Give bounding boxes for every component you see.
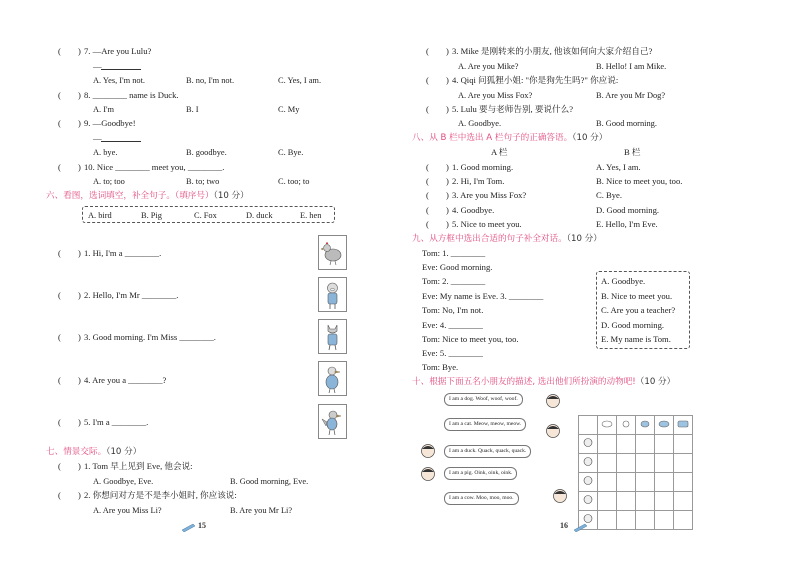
pig-icon (655, 418, 673, 429)
fill-sentence-4: 4. Are you a ________? (84, 375, 167, 385)
answer-paren: ( (426, 162, 429, 172)
grid-kid-cell (579, 454, 598, 473)
match-a-5: 5. Nice to meet you. (452, 219, 522, 229)
word-option: C. Fox (194, 211, 217, 220)
speech-bubble: I am a cat. Meow, meow, meow. (444, 418, 526, 431)
situation-question-2: 2. 你想问对方是不是李小姐时, 你应该说: (84, 490, 237, 500)
grid-cell[interactable] (636, 473, 655, 492)
answer-paren: ( (426, 176, 429, 186)
grid-cell[interactable] (617, 435, 636, 454)
answer-paren: ( (58, 90, 61, 100)
grid-cell[interactable] (598, 454, 617, 473)
grid-kid-cell (579, 492, 598, 511)
grid-cell[interactable] (617, 511, 636, 530)
answer-paren: ( (58, 46, 61, 56)
option-b: B. Good morning. (596, 119, 657, 128)
option-a: A. Are you Miss Li? (93, 506, 162, 515)
child-face-icon (420, 466, 436, 482)
grid-cell[interactable] (617, 492, 636, 511)
choice-option: B. Nice to meet you. (601, 291, 673, 301)
option-b: B. Are you Mr Dog? (596, 91, 666, 100)
answer-paren-close: ) (446, 190, 449, 200)
grid-cell[interactable] (636, 435, 655, 454)
option-a: A. I'm (93, 105, 115, 114)
question-3: 3. Mike 是刚转来的小朋友, 他该如何向大家介绍自己? (452, 46, 653, 56)
answer-paren-close: ) (446, 75, 449, 85)
match-b-b: B. Nice to meet you, too. (596, 176, 683, 186)
answer-paren-close: ) (78, 46, 81, 56)
question-5: 5. Lulu 要与老师告别, 要说什么? (452, 104, 574, 114)
cat-icon (617, 418, 635, 429)
section-title-text: 十、根据下面五名小朋友的描述, 选出他们所扮演的动物吧! (412, 377, 636, 387)
dialog-line-2: Eve: Good morning. (422, 262, 493, 272)
option-c: C. My (278, 105, 300, 114)
dialog-line-4: Eve: My name is Eve. 3. ________ (422, 291, 544, 301)
fox-icon (319, 320, 346, 353)
answer-paren: ( (426, 46, 429, 56)
match-a-2: 2. Hi, I'm Tom. (452, 176, 505, 186)
grid-cell[interactable] (655, 454, 674, 473)
option-a: A. Are you Miss Fox? (458, 91, 533, 100)
answer-paren: ( (58, 118, 61, 128)
answer-paren-close: ) (78, 248, 81, 258)
answer-paren-close: ) (446, 176, 449, 186)
option-b: B. I (186, 105, 199, 114)
dialog-line-3: Tom: 2. ________ (422, 276, 486, 286)
answer-paren: ( (58, 248, 61, 258)
grid-kid-cell (579, 473, 598, 492)
option-b: B. to; two (186, 177, 220, 186)
grid-corner-cell (579, 416, 598, 435)
question-7: 7. —Are you Lulu? (84, 46, 152, 56)
question-10: 10. Nice ________ meet you, ________. (84, 162, 225, 172)
grid-row (579, 435, 693, 454)
section-9-title (412, 234, 602, 245)
grid-cell[interactable] (636, 454, 655, 473)
grid-cell[interactable] (674, 454, 693, 473)
grid-cell[interactable] (636, 511, 655, 530)
grid-row (579, 473, 693, 492)
section-7-title (46, 447, 141, 458)
word-option: B. Pig (141, 211, 162, 220)
match-b-d: D. Good morning. (596, 205, 660, 215)
grid-row (579, 492, 693, 511)
duck-icon (319, 362, 346, 395)
choice-option: D. Good morning. (601, 320, 665, 330)
pig-picture (318, 277, 347, 312)
section-points: （10 分） (106, 447, 142, 457)
option-c: C. Yes, I am. (278, 76, 322, 85)
grid-cell[interactable] (598, 473, 617, 492)
section-title-text: 八、从 B 栏中选出 A 栏句子的正确答语。 (412, 133, 573, 143)
answer-paren-close: ) (446, 104, 449, 114)
answer-paren-close: ) (78, 375, 81, 385)
section-6-title (46, 191, 249, 202)
grid-cell[interactable] (598, 511, 617, 530)
child-face-icon (545, 393, 561, 409)
option-b: B. goodbye. (186, 148, 227, 157)
grid-row (579, 454, 693, 473)
answer-paren-close: ) (78, 90, 81, 100)
choice-option: E. My name is Tom. (601, 334, 671, 344)
section-10-title (412, 377, 675, 388)
option-c: C. Bye. (278, 148, 304, 157)
column-b-header: B 栏 (624, 147, 641, 157)
page-number: 15 (198, 521, 206, 530)
dog-icon (598, 418, 616, 429)
child-face-icon (579, 437, 597, 448)
section-points: （10 分） (213, 191, 249, 201)
grid-cell[interactable] (655, 435, 674, 454)
grid-cell[interactable] (655, 492, 674, 511)
grid-cell[interactable] (674, 511, 693, 530)
choice-option: C. Are you a teacher? (601, 305, 676, 315)
answer-paren-close: ) (78, 118, 81, 128)
answer-paren: ( (58, 290, 61, 300)
answer-paren: ( (426, 205, 429, 215)
answer-paren-close: ) (446, 219, 449, 229)
word-option: E. hen (300, 211, 322, 220)
section-points: （10 分） (635, 377, 676, 387)
dialog-dash: — (93, 61, 102, 71)
page-number: 16 (560, 521, 568, 530)
answer-grid (578, 415, 693, 530)
answer-blank[interactable] (101, 61, 141, 70)
answer-paren-close: ) (78, 162, 81, 172)
option-a: A. Goodbye. (458, 119, 502, 128)
bird-picture (318, 404, 347, 439)
grid-animal-cell (655, 416, 674, 435)
option-b: B. Hello! I am Mike. (596, 62, 667, 71)
question-8: 8. ________ name is Duck. (84, 90, 179, 100)
cow-icon (674, 418, 692, 429)
grid-row (579, 511, 693, 530)
question-4: 4. Qiqi 问狐狸小姐: "你是狗先生吗?" 你应说: (452, 75, 619, 85)
option-a: A. Are you Mike? (458, 62, 519, 71)
child-face-icon (579, 456, 597, 467)
grid-cell[interactable] (674, 473, 693, 492)
grid-cell[interactable] (617, 454, 636, 473)
answer-paren: ( (58, 375, 61, 385)
answer-paren: ( (426, 75, 429, 85)
pencil-icon (573, 522, 589, 532)
word-option: A. bird (88, 211, 112, 220)
answer-paren-close: ) (446, 162, 449, 172)
grid-cell[interactable] (674, 492, 693, 511)
speech-bubble: I am a duck. Quack, quack, quack. (444, 445, 531, 458)
word-option: D. duck (246, 211, 273, 220)
answer-paren: ( (426, 104, 429, 114)
answer-paren: ( (426, 190, 429, 200)
child-face-icon (579, 475, 597, 486)
answer-paren-close: ) (446, 46, 449, 56)
answer-paren: ( (58, 417, 61, 427)
answer-paren: ( (58, 490, 61, 500)
grid-cell[interactable] (598, 435, 617, 454)
bird-icon (319, 405, 346, 438)
option-a: A. Yes, I'm not. (93, 76, 145, 85)
option-a: A. Goodbye, Eve. (93, 477, 154, 486)
dialog-line-9: Tom: Bye. (422, 362, 459, 372)
answer-paren-close: ) (78, 332, 81, 342)
answer-paren-close: ) (78, 461, 81, 471)
answer-paren: ( (58, 461, 61, 471)
pig-icon (319, 278, 346, 311)
fill-sentence-2: 2. Hello, I'm Mr ________. (84, 290, 179, 300)
dialog-line-5: Tom: No, I'm not. (422, 305, 484, 315)
hen-picture (318, 235, 347, 270)
option-c: C. too; to (278, 177, 310, 186)
grid-cell[interactable] (636, 492, 655, 511)
grid-animal-cell (617, 416, 636, 435)
answer-paren: ( (58, 332, 61, 342)
section-points: （10 分） (572, 133, 608, 143)
situation-question-1: 1. Tom 早上见到 Eve, 他会说: (84, 461, 193, 471)
grid-cell[interactable] (655, 473, 674, 492)
answer-paren: ( (426, 219, 429, 229)
section-title-text: 九、从方框中选出合适的句子补全对话。 (412, 234, 567, 244)
fill-sentence-3: 3. Good morning. I'm Miss ________. (84, 332, 216, 342)
child-face-icon (552, 488, 568, 504)
option-b: B. no, I'm not. (186, 76, 235, 85)
option-a: A. to; too (93, 177, 125, 186)
fox-picture (318, 319, 347, 354)
answer-paren-close: ) (446, 205, 449, 215)
section-points: （10 分） (566, 234, 602, 244)
option-a: A. bye. (93, 148, 118, 157)
match-a-1: 1. Good morning. (452, 162, 514, 172)
fill-sentence-1: 1. Hi, I'm a ________. (84, 248, 162, 258)
dialog-line-7: Tom: Nice to meet you, too. (422, 334, 519, 344)
pencil-icon (181, 522, 197, 532)
choice-option: A. Goodbye. (601, 276, 646, 286)
child-face-icon (579, 494, 597, 505)
child-face-icon (420, 443, 436, 459)
duck-picture (318, 361, 347, 396)
grid-cell[interactable] (674, 435, 693, 454)
grid-cell[interactable] (598, 492, 617, 511)
dialog-line-6: Eve: 4. ________ (422, 320, 483, 330)
hen-icon (319, 236, 346, 269)
answer-paren-close: ) (78, 417, 81, 427)
answer-paren-close: ) (78, 490, 81, 500)
duck-icon (636, 418, 654, 429)
dialog-dash: — (93, 133, 102, 143)
match-b-e: E. Hello, I'm Eve. (596, 219, 658, 229)
match-b-c: C. Bye. (596, 190, 623, 200)
section-title-text: 七、情景交际。 (46, 447, 107, 457)
grid-kid-cell (579, 435, 598, 454)
option-b: B. Are you Mr Li? (230, 506, 293, 515)
grid-cell[interactable] (617, 473, 636, 492)
option-b: B. Good morning, Eve. (230, 477, 309, 486)
dialog-line-8: Eve: 5. ________ (422, 348, 483, 358)
grid-header-row (579, 416, 693, 435)
dialog-line-1: Tom: 1. ________ (422, 248, 486, 258)
column-a-header: A 栏 (491, 147, 508, 157)
match-b-a: A. Yes, I am. (596, 162, 641, 172)
grid-animal-cell (598, 416, 617, 435)
answer-blank[interactable] (101, 133, 141, 142)
question-9: 9. —Goodbye! (84, 118, 136, 128)
fill-sentence-5: 5. I'm a ________. (84, 417, 149, 427)
speech-bubble: I am a pig. Oink, oink, oink. (444, 467, 517, 480)
grid-animal-cell (636, 416, 655, 435)
grid-cell[interactable] (655, 511, 674, 530)
answer-paren: ( (58, 162, 61, 172)
match-a-4: 4. Goodbye. (452, 205, 495, 215)
section-title-text: 六、看图，选词填空，补全句子。（填序号） (46, 191, 214, 201)
speech-bubble: I am a dog. Woof, woof, woof. (444, 393, 523, 406)
section-8-title (412, 133, 607, 144)
answer-paren-close: ) (78, 290, 81, 300)
speech-bubble: I am a cow. Moo, moo, moo. (444, 492, 519, 505)
grid-animal-cell (674, 416, 693, 435)
child-face-icon (545, 423, 561, 439)
match-a-3: 3. Are you Miss Fox? (452, 190, 527, 200)
